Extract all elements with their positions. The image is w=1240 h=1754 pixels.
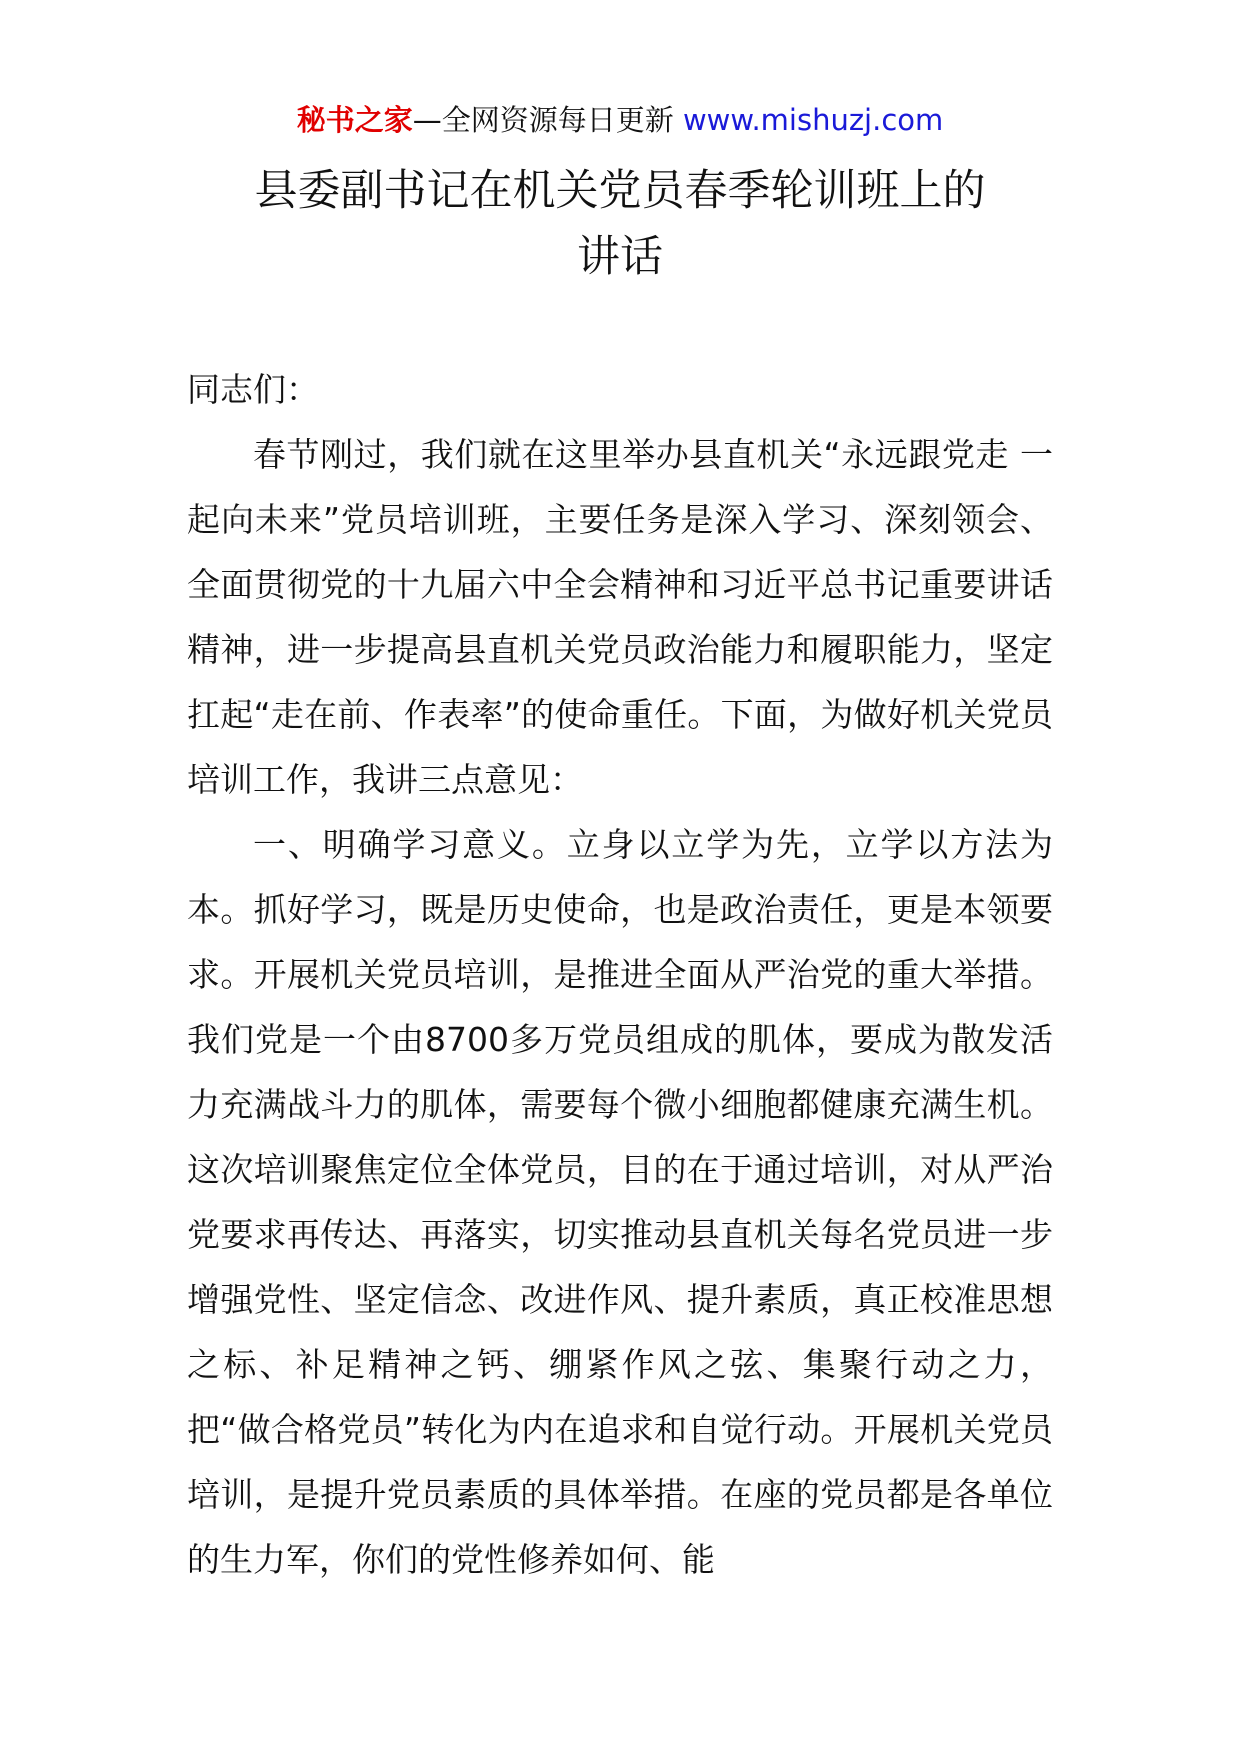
document-title-line-1: 县委副书记在机关党员春季轮训班上的	[254, 166, 986, 216]
document-title-line-2: 讲话	[577, 232, 663, 282]
salutation: 同志们：	[187, 370, 319, 409]
paragraph-section-1: 一、明确学习意义。立身以立学为先，立学以方法为本。抓好学习，既是历史使命，也是政治责任，更是本领要求。开展机关党员培训，是推进全面从严治党的重大举措。我们党是一个由8700多万党员组成的肌体，要成为散发活力充满战斗力的肌体，需要每个微小细胞都健康充满生机。这次培训聚焦定位全体党员，目的在于通过培训，对从严治党要求再传达、再落实，切实推动县直机关每名党员进一步增强党性、坚定信念、改进作风、提升素质，真正校准思想之标、补足精神之钙、绷紧作风之弦、集聚行动之力，把“做合格党员”转化为内在追求和自觉行动。开展机关党员培训，是提升党员素质的具体举措。在座的党员都是各单位的生力军，你们的党性修养如何、能	[187, 825, 1053, 1579]
header-tagline: —全网资源每日更新	[412, 103, 683, 137]
site-header	[0, 100, 1240, 140]
site-url-link[interactable]: www.mishuzj.com	[682, 103, 944, 137]
document-title	[140, 158, 1100, 290]
paragraph-intro: 春节刚过，我们就在这里举办县直机关“永远跟党走 一起向未来”党员培训班，主要任务是深入学习、深刻领会、全面贯彻党的十九届六中全会精神和习近平总书记重要讲话精神，进一步提高县直机关党员政治能力和履职能力，坚定扛起“走在前、作表率”的使命重任。下面，为做好机关党员培训工作，我讲三点意见：	[187, 435, 1053, 799]
document-body	[187, 357, 1053, 1592]
brand-name: 秘书之家	[296, 103, 413, 137]
